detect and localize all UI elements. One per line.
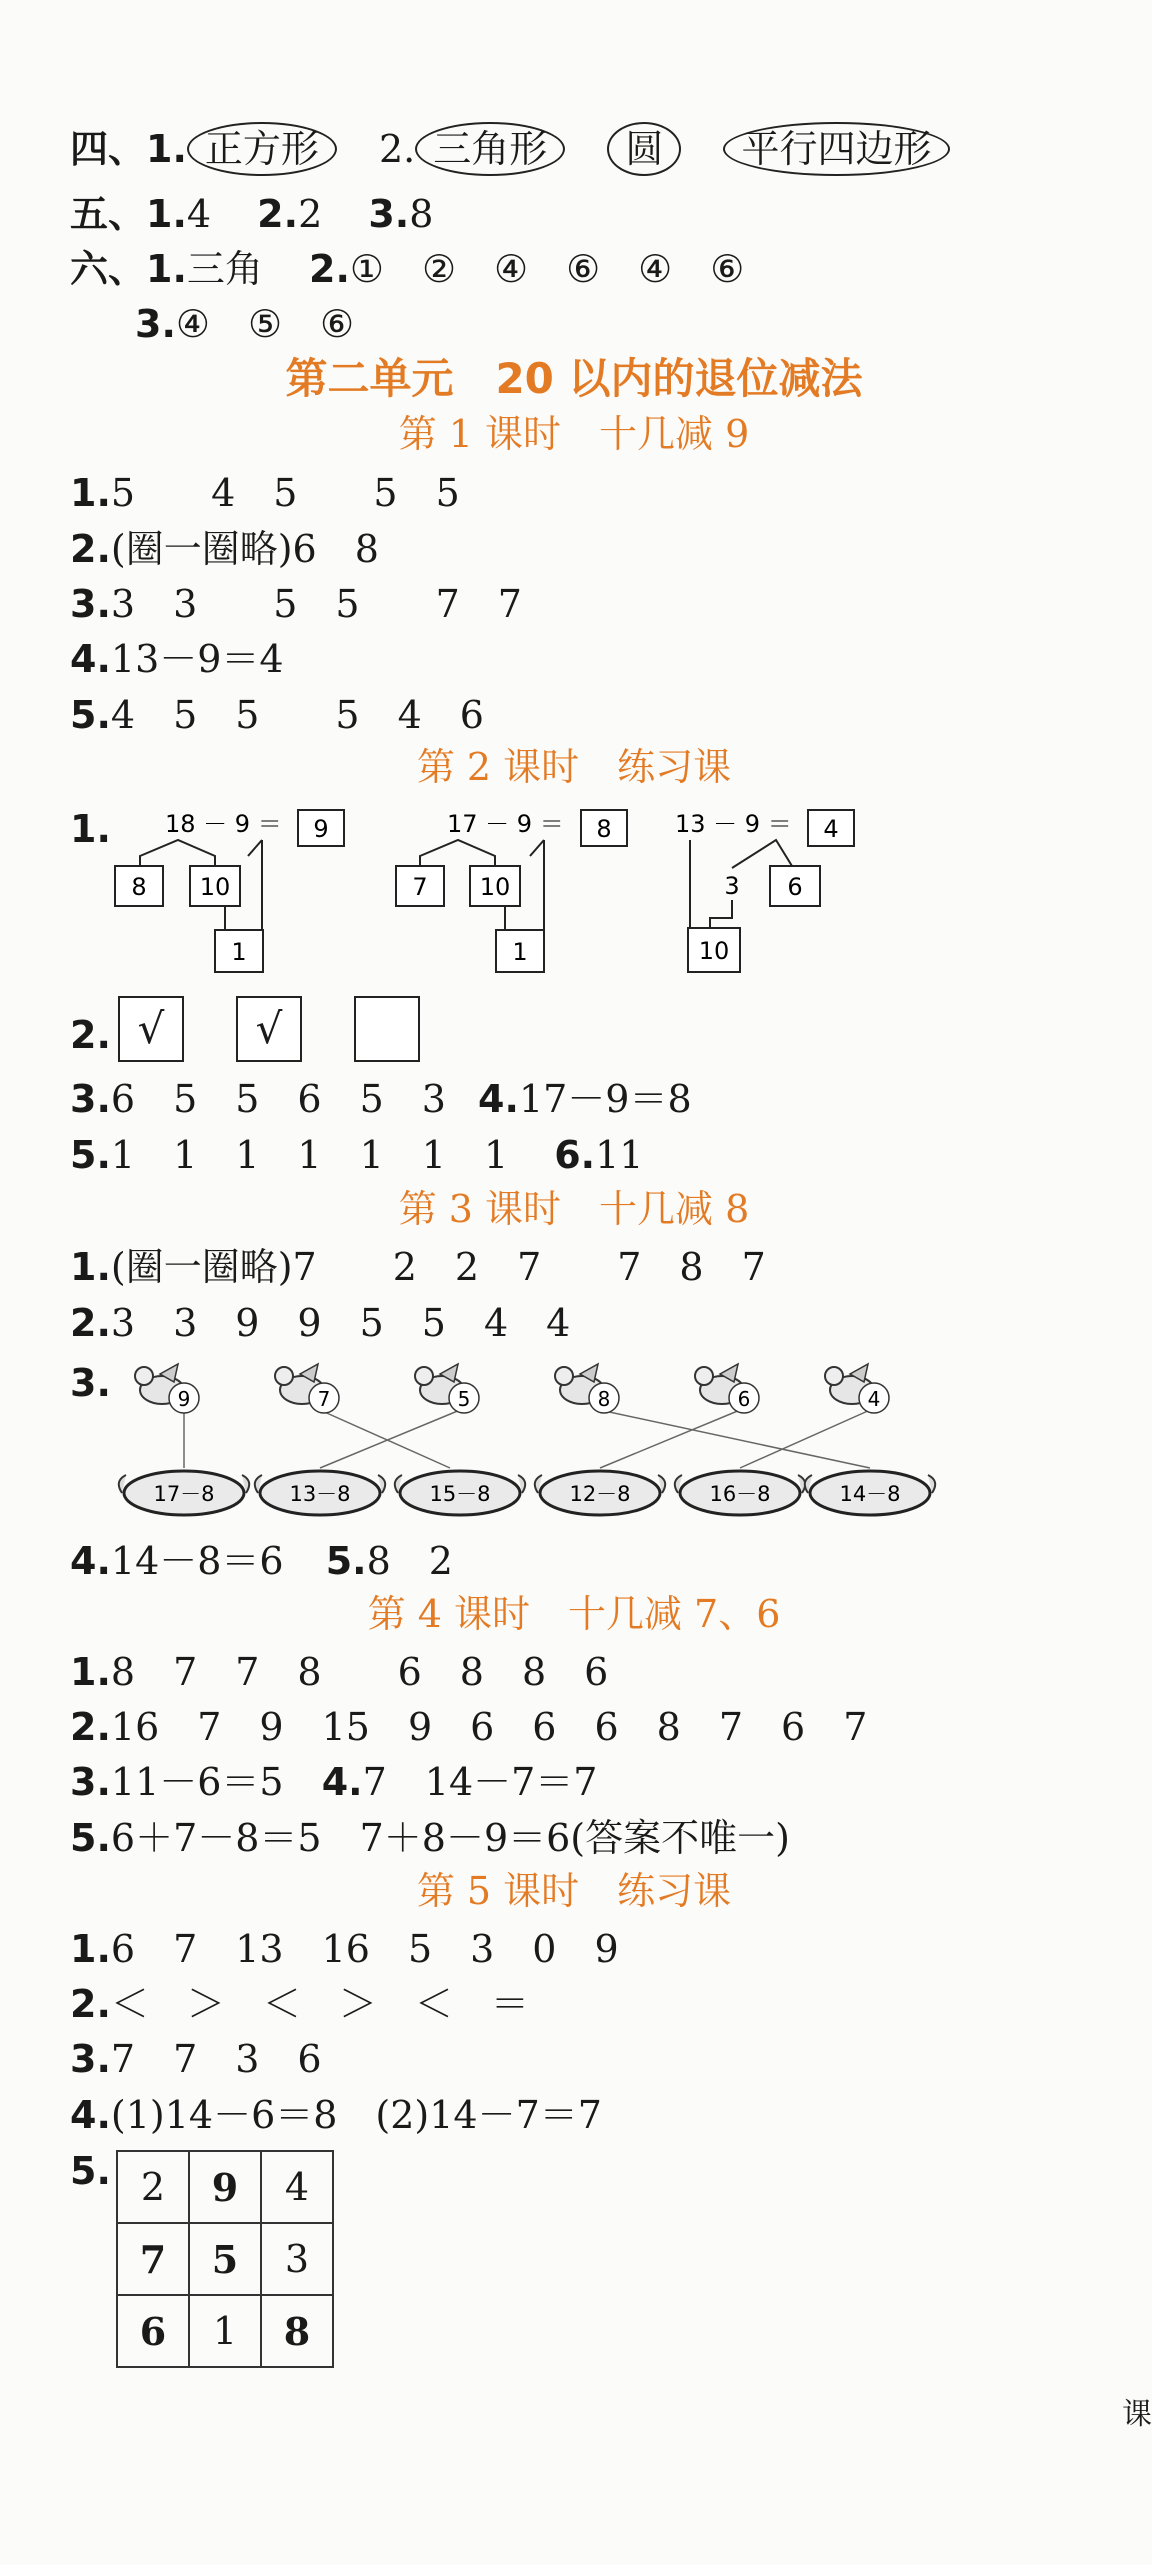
split-tree-1 [115, 810, 344, 972]
answer-text: ＜ ＞ ＜ ＞ ＜ ＝ [110, 1982, 529, 2026]
nest-1 [119, 1471, 249, 1515]
q-number: 3. [70, 1077, 111, 1121]
unit-title: 第二单元 20 以内的退位减法 [285, 354, 863, 403]
answer-box-value: 9 [313, 815, 329, 843]
split-line [732, 840, 792, 868]
q-number: 3. [135, 302, 176, 346]
bird-number: 9 [177, 1387, 191, 1411]
l2-q2-number [70, 1013, 111, 1057]
tree-equation: 18 － 9 ＝ [165, 810, 282, 838]
section-4-label: 四、1. [70, 127, 187, 171]
answer-text: (1)14－6＝8 (2)14－7＝7 [110, 2093, 602, 2137]
answer-text: 14－8＝6 [110, 1539, 284, 1583]
q-number: 4. [70, 1539, 111, 1583]
page-corner-text: 课 [1122, 2397, 1152, 2432]
q-number: 5. [70, 693, 111, 737]
connector-line [530, 840, 544, 856]
bird-2 [275, 1364, 339, 1413]
q-number: 3. [368, 192, 410, 236]
answer-text: 11－6＝5 [110, 1760, 284, 1804]
answer-text: 17－9＝8 [518, 1077, 692, 1121]
q-number: 2. [70, 527, 111, 571]
answer-text: 13－9＝4 [110, 637, 284, 681]
answer-text: ④ ⑤ ⑥ [175, 302, 355, 346]
q-number: 5. [70, 1816, 111, 1860]
answer-text: 6 5 5 6 5 3 [110, 1077, 446, 1121]
section-6-q3 [135, 302, 355, 346]
match-line [600, 1410, 870, 1468]
bird-head [275, 1367, 293, 1385]
grid-row [117, 2223, 333, 2295]
answer-text: 三角 [186, 247, 263, 291]
check-mark: √ [255, 1004, 283, 1053]
l4-q5 [70, 1816, 790, 1860]
answer-text: (圈一圈略)6 8 [110, 527, 379, 571]
answer-text: 7 14－7＝7 [362, 1760, 598, 1804]
q-number: 4. [321, 1760, 363, 1804]
result-box-value: 10 [698, 937, 730, 965]
bird-number: 8 [597, 1387, 611, 1411]
section-4 [70, 122, 950, 176]
split-tree-2 [396, 810, 627, 972]
answer-oval-circle: 圆 [607, 122, 681, 176]
match-line [740, 1410, 870, 1468]
magic-square-grid [116, 2150, 334, 2368]
q-number: 3. [70, 1361, 111, 1405]
l5-q2 [70, 1982, 529, 2026]
grid-cell: 2 [117, 2151, 189, 2223]
connector-line [710, 900, 732, 930]
tree-equation: 13 － 9 ＝ [675, 810, 792, 838]
bird-1 [135, 1364, 199, 1413]
answer-text: 3 3 5 5 7 7 [110, 582, 522, 626]
q-number: 5. [325, 1539, 367, 1583]
grid-cell: 1 [189, 2295, 261, 2367]
grid-cell: 7 [117, 2223, 189, 2295]
l1-q2 [70, 527, 379, 571]
split-box-value: 8 [131, 873, 147, 901]
check-mark: √ [137, 1004, 165, 1053]
answer-text: 4 5 5 5 4 6 [110, 693, 484, 737]
lesson-5-title: 第 5 课时 练习课 [416, 1869, 732, 1913]
split-tree-3 [675, 810, 854, 972]
nest-expression: 14－8 [839, 1482, 901, 1506]
check-box-2 [236, 996, 302, 1062]
nest-6 [805, 1471, 935, 1515]
nest-expression: 15－8 [429, 1482, 491, 1506]
q-number: 2. [70, 1705, 111, 1749]
nest-3 [395, 1471, 525, 1515]
bird-number: 6 [737, 1387, 751, 1411]
q-number: 6. [554, 1133, 596, 1177]
answer-text: 16 7 9 15 9 6 6 6 8 7 6 7 [110, 1705, 868, 1749]
q-number: 1. [70, 471, 111, 515]
grid-row [117, 2151, 333, 2223]
answer-text: (圈一圈略)7 2 2 7 7 8 7 [110, 1245, 766, 1289]
grid-cell: 9 [189, 2151, 261, 2223]
nest-5 [675, 1471, 805, 1515]
nest-expression: 13－8 [289, 1482, 351, 1506]
answer-text: 4 [186, 192, 212, 236]
q-number: 2. [70, 1301, 111, 1345]
connector-line [248, 840, 262, 856]
section-6 [70, 247, 745, 291]
tree-equation: 17 － 9 ＝ [447, 810, 564, 838]
l5-q3 [70, 2037, 322, 2081]
answer-text: 1 1 1 1 1 1 1 [110, 1133, 509, 1177]
answer-text: 3 3 9 9 5 5 4 4 [110, 1301, 571, 1345]
q-number: 4. [70, 2093, 111, 2137]
nest-4 [535, 1471, 665, 1515]
grid-row [117, 2295, 333, 2367]
answer-text: 5 4 5 5 5 [110, 471, 460, 515]
grid-cell: 5 [189, 2223, 261, 2295]
l3-q1 [70, 1245, 766, 1289]
l4-q2 [70, 1705, 868, 1749]
split-value: 3 [724, 872, 740, 900]
bird-number: 5 [457, 1387, 471, 1411]
answer-text: 8 [409, 192, 434, 236]
split-box-value: 7 [412, 873, 428, 901]
nest-expression: 17－8 [153, 1482, 215, 1506]
l5-q1 [70, 1927, 619, 1971]
bird-head [415, 1367, 433, 1385]
q-number: 1. [70, 807, 111, 851]
answer-oval-parallelogram: 平行四边形 [723, 122, 949, 176]
q-number: 5. [70, 1133, 111, 1177]
l2-q3-q4 [70, 1077, 692, 1121]
match-line [600, 1410, 740, 1468]
q-number: 2. [257, 192, 299, 236]
answer-oval-square: 正方形 [187, 122, 337, 176]
lesson-4-title: 第 4 课时 十几减 7、6 [367, 1592, 781, 1636]
lesson-2-title: 第 2 课时 练习课 [416, 745, 732, 789]
split-line [420, 840, 495, 866]
answer-text: 6 7 13 16 5 3 0 9 [110, 1927, 619, 1971]
l1-q1 [70, 471, 460, 515]
result-box-value: 1 [231, 938, 247, 966]
answer-text: 11 [595, 1133, 644, 1177]
bird-number: 4 [867, 1387, 881, 1411]
lesson-1-title: 第 1 课时 十几减 9 [398, 412, 750, 456]
check-box-3 [354, 996, 420, 1062]
q-number: 1. [70, 1245, 111, 1289]
answer-box-value: 4 [823, 815, 839, 843]
bird-head [695, 1367, 713, 1385]
answer-text: 6＋7－8＝5 7＋8－9＝6(答案不唯一) [110, 1816, 790, 1860]
l4-q1 [70, 1650, 609, 1694]
q-number: 2. [70, 1013, 111, 1057]
l1-q5 [70, 693, 484, 737]
q-number: 2. [379, 127, 416, 171]
grid-cell: 8 [261, 2295, 333, 2367]
bird-head [825, 1367, 843, 1385]
nest-expression: 16－8 [709, 1482, 771, 1506]
section-5 [70, 192, 434, 236]
answer-text: ① ② ④ ⑥ ④ ⑥ [349, 247, 745, 291]
nest-expression: 12－8 [569, 1482, 631, 1506]
q-number: 4. [478, 1077, 519, 1121]
grid-cell: 6 [117, 2295, 189, 2367]
l3-q2 [70, 1301, 571, 1345]
bird-nest-matching [0, 1350, 1148, 1530]
answer-text: 8 7 7 8 6 8 8 6 [110, 1650, 609, 1694]
split-tree-diagrams [0, 800, 1148, 990]
q-number: 5. [70, 2149, 111, 2193]
lesson-3-title: 第 3 课时 十几减 8 [398, 1187, 750, 1231]
q-number: 3. [70, 2037, 111, 2081]
bird-number: 7 [317, 1387, 331, 1411]
split-line [140, 840, 215, 866]
q-number: 1. [70, 1650, 111, 1694]
l5-q5-number [70, 2149, 111, 2193]
bird-5 [695, 1364, 759, 1413]
l3-q4-q5 [70, 1539, 453, 1583]
connector-line [240, 840, 262, 940]
grid-cell: 4 [261, 2151, 333, 2223]
split-box-value: 6 [787, 873, 803, 901]
split-box-value: 10 [479, 873, 511, 901]
bird-6 [825, 1364, 889, 1413]
grid-cell: 3 [261, 2223, 333, 2295]
matching-lines [184, 1405, 870, 1468]
bird-head [555, 1367, 573, 1385]
result-box-value: 1 [512, 938, 528, 966]
check-box-1 [118, 996, 184, 1062]
answer-box-value: 8 [596, 815, 612, 843]
bird-3 [415, 1364, 479, 1413]
answer-text: 8 2 [366, 1539, 453, 1583]
q-number: 3. [70, 1760, 111, 1804]
q-number: 2. [70, 1982, 111, 2026]
q-number: 3. [70, 582, 111, 626]
bird-head [135, 1367, 153, 1385]
bird-4 [555, 1364, 619, 1413]
q-number: 2. [309, 247, 350, 291]
nest-2 [255, 1471, 385, 1515]
q-number: 4. [70, 637, 111, 681]
answer-oval-triangle: 三角形 [415, 122, 565, 176]
split-box-value: 10 [199, 873, 231, 901]
answer-text: 7 7 3 6 [110, 2037, 322, 2081]
l1-q4 [70, 637, 284, 681]
section-6-label: 六、1. [70, 247, 187, 291]
section-5-label: 五、1. [70, 192, 187, 236]
q-number: 1. [70, 1927, 111, 1971]
l2-q5-q6 [70, 1133, 644, 1177]
l5-q4 [70, 2093, 602, 2137]
l4-q3-q4 [70, 1760, 598, 1804]
answer-text: 2 [298, 192, 323, 236]
l1-q3 [70, 582, 522, 626]
